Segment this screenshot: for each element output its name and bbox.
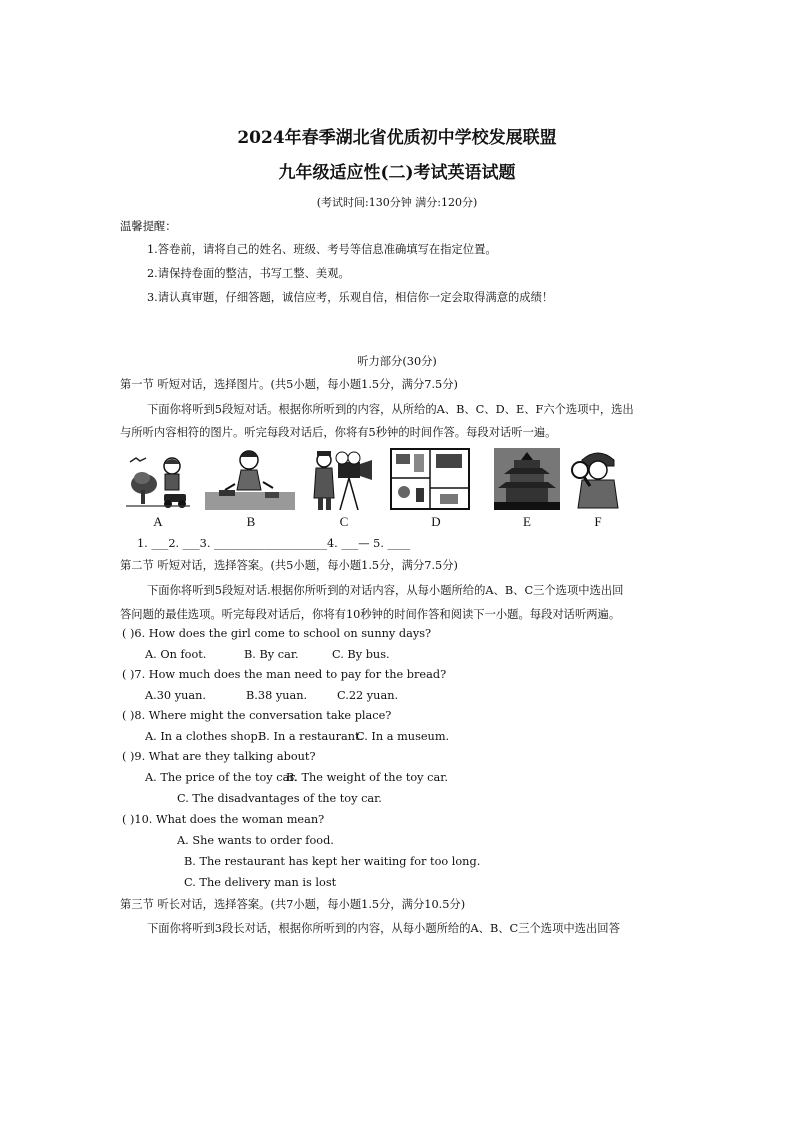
tower-illustration <box>494 448 560 510</box>
option: B.38 yuan. <box>246 689 308 702</box>
section3-heading: 第三节 听长对话，选择答案。(共7小题，每小题1.5分，满分10.5分) <box>120 898 466 911</box>
section2-instruction: 下面你将听到5段短对话.根据你所听到的对话内容，从每小题所给的A、B、C三个选项中选出回 <box>147 584 624 597</box>
section2-instruction: 答问题的最佳选项。听完每段对话后，你将有10秒钟的时间作答和阅读下一小题。每段对话听两遍。 <box>120 608 621 621</box>
section2-heading: 第二节 听短对话，选择答案。(共5小题，每小题1.5分，满分7.5分) <box>120 559 458 572</box>
boy-playing-illustration <box>205 448 295 510</box>
picture-label: D <box>431 514 441 529</box>
tip-item: 3.请认真审题，仔细答题，诚信应考，乐观自信，相信你一定会取得满意的成绩！ <box>147 291 554 304</box>
option: B. The restaurant has kept her waiting for too long. <box>184 855 481 868</box>
boy-with-toy-car-illustration <box>124 448 192 510</box>
option: B. In a restaurant. <box>258 730 364 743</box>
tip-item: 2.请保持卷面的整洁，书写工整、美观。 <box>147 267 350 280</box>
section1-instruction: 与所听内容相符的图片。听完每段对话后，你将有5秒钟的时间作答。每段对话听一遍。 <box>120 426 557 439</box>
picture-e <box>494 448 560 510</box>
option: C. In a museum. <box>356 730 450 743</box>
detective-illustration <box>570 448 626 510</box>
option: C.22 yuan. <box>337 689 399 702</box>
picture-label: B <box>246 514 256 529</box>
question-7: ( )7. How much does the man need to pay for the bread? <box>122 668 447 681</box>
section1-heading: 第一节 听短对话，选择图片。(共5小题，每小题1.5分，满分7.5分) <box>120 378 458 391</box>
question-6: ( )6. How does the girl come to school on sunny days? <box>122 627 432 640</box>
option: B. The weight of the toy car. <box>286 771 448 784</box>
option: B. By car. <box>244 648 299 661</box>
floor-plan-illustration <box>390 448 470 510</box>
picture-label: A <box>153 514 163 529</box>
option: C. The delivery man is lost <box>184 876 337 889</box>
option: A. In a clothes shop. <box>145 730 262 743</box>
picture-label: C <box>339 514 349 529</box>
cameraman-illustration <box>310 448 378 510</box>
section1-answer-line: 1. ___2. ___3. ____________________4. ___— 5. ____ <box>137 537 411 550</box>
listening-part-title: 听力部分(30分) <box>357 355 437 368</box>
question-8: ( )8. Where might the conversation take place? <box>122 709 392 722</box>
section1-instruction: 下面你将听到5段短对话。根据你所听到的内容，从所给的A、B、C、D、E、F六个选项中，选出 <box>147 403 634 416</box>
exam-info: (考试时间:130分钟 满分:120分) <box>316 196 478 209</box>
option: C. By bus. <box>332 648 390 661</box>
tips-heading: 温馨提醒： <box>120 220 177 233</box>
exam-title-line1: 2024年春季湖北省优质初中学校发展联盟 <box>237 128 557 148</box>
option: A. She wants to order food. <box>177 834 334 847</box>
option: C. The disadvantages of the toy car. <box>177 792 382 805</box>
question-9: ( )9. What are they talking about? <box>122 750 316 763</box>
question-10: ( )10. What does the woman mean? <box>122 813 325 826</box>
picture-a <box>124 448 192 510</box>
picture-label: F <box>594 514 602 529</box>
picture-b <box>205 448 295 510</box>
picture-c <box>310 448 378 510</box>
section3-instruction: 下面你将听到3段长对话，根据你所听到的内容，从每小题所给的A、B、C三个选项中选出回答 <box>147 922 620 935</box>
exam-title-line2: 九年级适应性(二)考试英语试题 <box>278 163 516 183</box>
picture-label: E <box>523 514 531 529</box>
option: A.30 yuan. <box>145 689 206 702</box>
option: A. The price of the toy car. <box>145 771 298 784</box>
tip-item: 1.答卷前，请将自己的姓名、班级、考号等信息准确填写在指定位置。 <box>147 243 497 256</box>
picture-d <box>390 448 470 510</box>
picture-f <box>570 448 626 510</box>
option: A. On foot. <box>145 648 207 661</box>
